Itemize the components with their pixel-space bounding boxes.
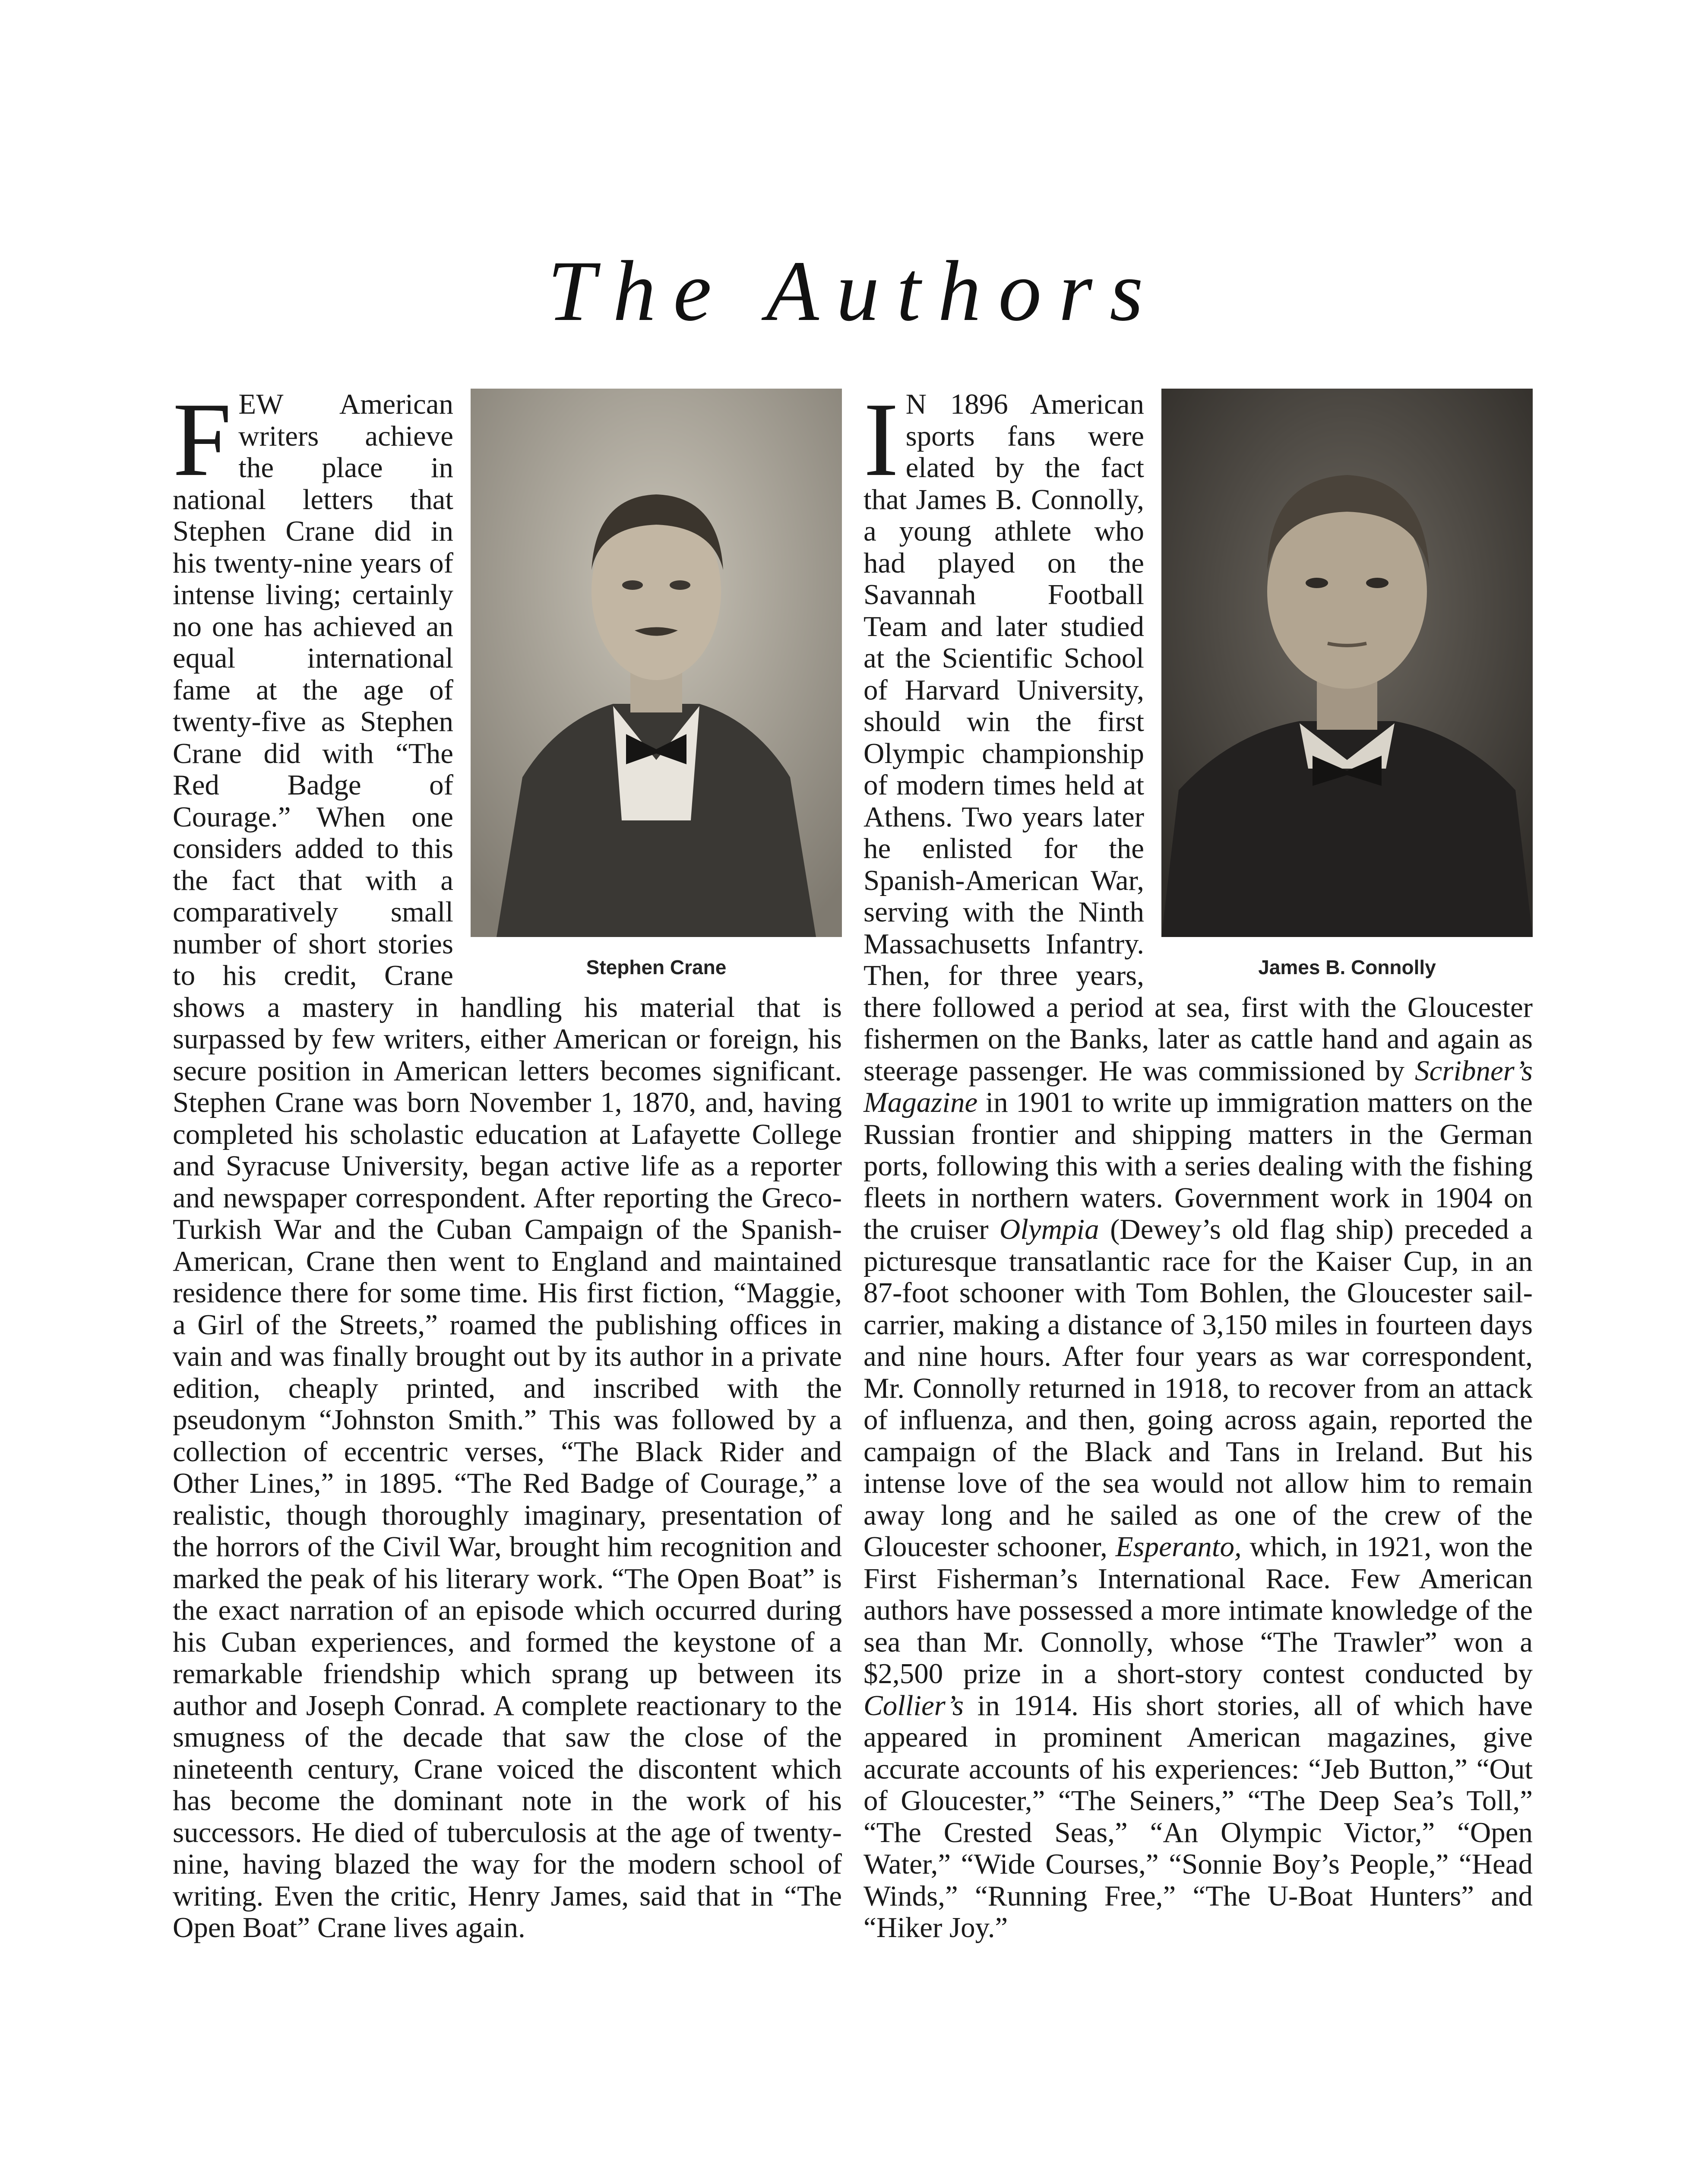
article-lead: EW American writers achieve the place in national letters that Stephen Crane did in his twenty-nine years of intense living; certainly no one has achieved an equal international fame at the age of twenty-five as Stephen Crane did with “The Red Badge of Courage.” xyxy=(173,388,453,833)
stephen-crane-portrait xyxy=(471,389,842,937)
page-title: The Authors xyxy=(547,244,1161,339)
drop-cap: F xyxy=(173,381,232,498)
article-body: Two years later he enlisted for the Spanish-American War, serving with the Ninth Massachusetts Infantry. Then, for three years, there followed a period at sea, first with the Gloucester fishermen on the Banks, later as cattle hand and again as steerage passenger. He was commissioned by xyxy=(863,801,1533,1087)
article-body: (Dewey’s old flag ship) preceded a picturesque transatlantic race for the Kaiser Cup, in an 87-foot schooner with Tom Bohlen, the Gloucester sail-carrier, making a distance of 3,150 miles in fourteen days and nine hours. After four years as war correspondent, Mr. Connolly returned in 1918, to recover from an attack of influenza, and then, going across again, reported the campaign of the Black and Tans in Ireland. But his intense love of the sea would not allow him to remain away long and he sailed as one of the crew of the Gloucester schooner, xyxy=(863,1213,1533,1563)
article-body: in 1914. His short stories, all of which have appeared in prominent American magazines, give accurate accounts of his experiences: “Jeb Button,” “Out of Gloucester,” “The Seiners,” “The Deep Sea’s Toll,” “The Crested Seas,” “An Olympic Victor,” “Open Water,” “Wide Courses,” “Sonnie Boy’s People,” “Head Winds,” “Running Free,” “The U-Boat Hunters” and “Hiker Joy.” xyxy=(863,1689,1533,1944)
james-connolly-column xyxy=(863,381,1533,1944)
stephen-crane-figure xyxy=(471,389,842,984)
drop-cap: I xyxy=(863,381,899,498)
article-body: When one considers added to this the fact that with a comparatively small number of short stories to his credit, Crane shows a mastery in handling his material that is surpassed by few writers, either American or foreign, his secure position in American letters becomes significant. Stephen Crane was born November 1, 1870, and, having completed his scholastic education at Lafayette College and Syracuse University, began active life as a reporter and newspaper correspondent. After reporting the Greco-Turkish War and the Cuban Campaign of the Spanish-American, Crane then went to England and maintained residence there for some time. His first fiction, “Maggie, a Girl of the Streets,” roamed the publishing offices in vain and was finally brought out by its author in a private edition, cheaply printed, and inscribed with the pseudonym “Johnston Smith.” This was followed by a collection of eccentric verses, “The Black Rider and Other Lines,” in 1895. “The Red Badge of Courage,” a realistic, though thoroughly imaginary, presentation of the horrors of the Civil War, brought him recognition and marked the peak of his literary work. “The Open Boat” is the exact narration of an episode which occurred during his Cuban experiences, and formed the keystone of a remarkable friendship which sprang up between its author and Joseph Conrad. A complete reactionary to the smugness of the decade that saw the close of the nineteenth century, Crane voiced the discontent which has become the dominant note in the work of his successors. He died of tuberculosis at the age of twenty-nine, having blazed the way for the modern school of writing. Even the critic, Henry James, said that in “The Open Boat” Crane lives again. xyxy=(173,801,842,1944)
magazine-title: Collier’s xyxy=(863,1689,964,1722)
james-connolly-caption: James B. Connolly xyxy=(1258,956,1436,978)
stephen-crane-column xyxy=(173,381,842,1944)
article-body: in 1901 to write up immigration matters on the Russian frontier and shipping matters in the German ports, following this with a series dealing with the fishing fleets in northern waters. Government work in 1904 on the cruiser xyxy=(863,1086,1533,1245)
ship-name: Esperanto, xyxy=(1115,1531,1242,1563)
ship-name: Olympia xyxy=(999,1213,1099,1245)
stephen-crane-caption: Stephen Crane xyxy=(586,956,727,978)
magazine-title: Scribner’s Magazine xyxy=(863,1054,1533,1118)
james-connolly-figure xyxy=(1161,389,1533,984)
article-lead: N 1896 American sports fans were elated by the fact that James B. Connolly, a young athlete who had played on the Savannah Football Team and later studied at the Scientific School of Harvard University, should win the first Olympic championship of modern times held at Athens. xyxy=(863,388,1144,833)
james-connolly-portrait xyxy=(1161,389,1533,937)
article-body: which, in 1921, won the First Fisherman’s International Race. Few American authors have possessed a more intimate knowledge of the sea than Mr. Connolly, whose “The Trawler” won a $2,500 prize in a short-story contest conducted by xyxy=(863,1531,1533,1690)
